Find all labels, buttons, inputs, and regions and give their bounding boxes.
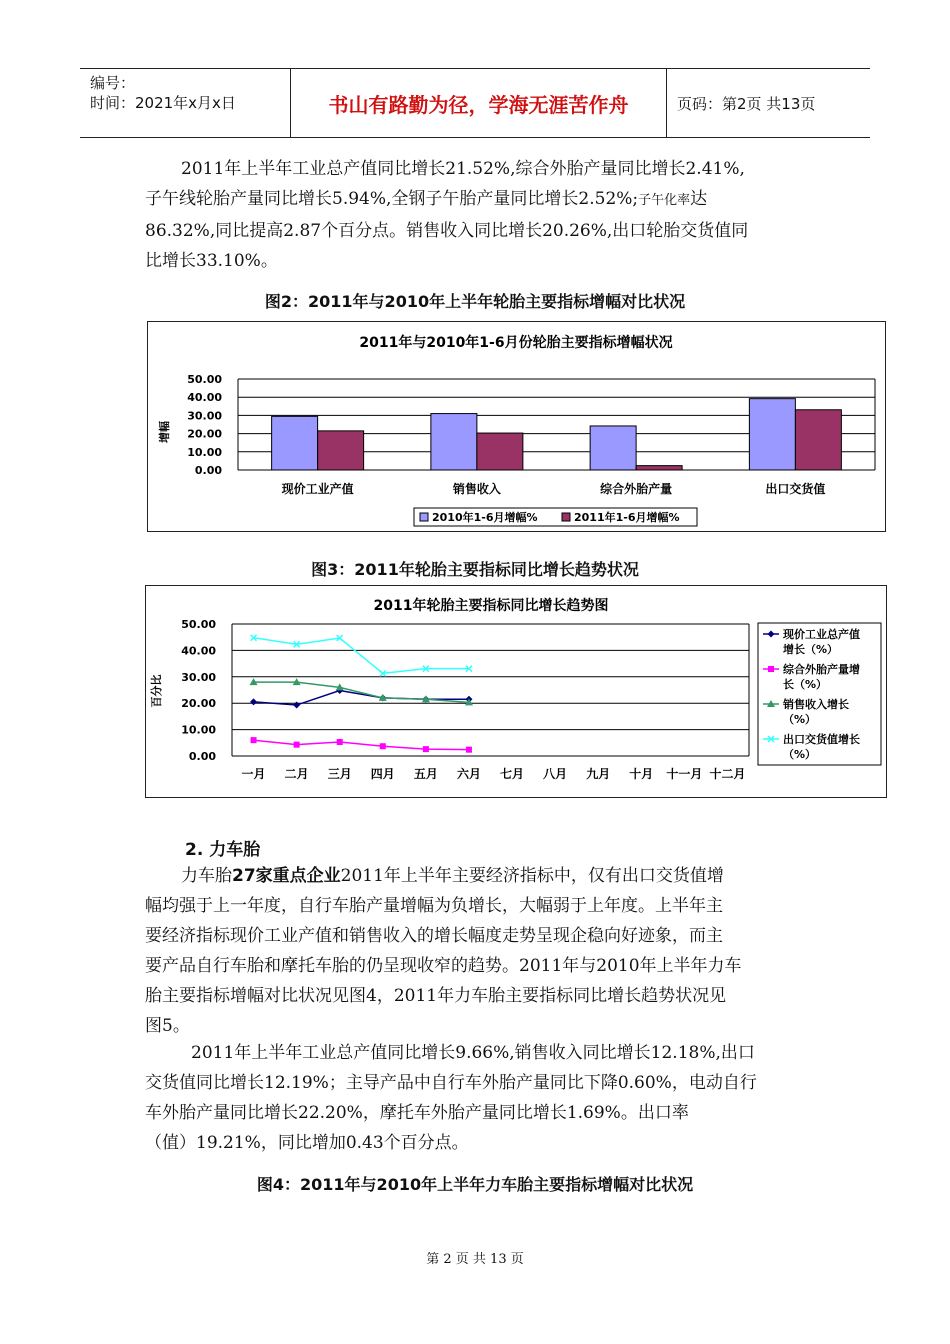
text-line: 幅均强于上一年度，自行车胎产量增幅为负增长，大幅弱于上年度。上半年主 (145, 896, 723, 916)
text-line: 车外胎产量同比增长22.20%，摩托车外胎产量同比增长1.69%。出口率 (145, 1103, 689, 1123)
x-category-label: 三月 (327, 767, 352, 781)
x-category-label: 七月 (500, 767, 525, 781)
text-line: 86.32%,同比提高2.87个百分点。销售收入同比增长20.26%,出口轮胎交货值同 (145, 221, 749, 241)
text-span: 27家重点企业 (232, 866, 341, 886)
point-marker (768, 666, 774, 672)
point-marker (423, 746, 429, 752)
y-tick-label: 40.00 (187, 391, 222, 405)
legend-label: 出口交货值增长 (783, 733, 860, 746)
point-marker (293, 702, 300, 709)
y-tick-label: 20.00 (181, 697, 216, 711)
line-series (250, 635, 473, 753)
x-category-label: 十一月 (666, 767, 703, 781)
page-footer: 第 2 页 共 13 页 (426, 1252, 524, 1267)
x-category-label: 现价工业产值 (281, 482, 354, 496)
point-marker (466, 747, 472, 753)
x-category-label: 五月 (413, 767, 438, 781)
text-span: 达 (690, 189, 708, 209)
chart-grid (232, 624, 749, 756)
legend-label: 2010年1-6月增幅% (432, 511, 538, 524)
legend-label: 现价工业总产值 (783, 628, 860, 641)
y-tick-label: 20.00 (187, 427, 222, 441)
header-meta (80, 69, 290, 137)
section-title: 2. 力车胎 (185, 840, 261, 860)
x-category-label: 九月 (586, 767, 611, 781)
bar (272, 416, 318, 470)
x-category-label: 一月 (241, 767, 266, 781)
legend-label: （%） (783, 713, 817, 726)
text-line (145, 861, 815, 891)
tire-summary-paragraph (145, 154, 815, 276)
y-tick-label: 10.00 (181, 723, 216, 737)
x-category-label: 四月 (370, 767, 395, 781)
text-line: 比增长33.10%。 (145, 251, 278, 271)
bar (636, 466, 682, 470)
y-tick-label: 10.00 (187, 445, 222, 459)
x-axis-categories (281, 481, 826, 496)
header-page-info: 页码：第2页 共13页 (677, 94, 816, 113)
point-marker (251, 737, 257, 743)
text-span: 子午线轮胎产量同比增长5.94%,全钢子午胎产量同比增长2.52%; (145, 189, 639, 209)
bar (590, 426, 636, 470)
legend-swatch (420, 513, 428, 521)
legend-label: 销售收入增长 (783, 698, 849, 711)
bar-chart-container (147, 321, 886, 532)
x-category-label: 综合外胎产量 (600, 482, 673, 496)
point-marker (250, 698, 257, 705)
time-label: 时间：2021年x月x日 (90, 94, 236, 112)
x-category-label: 十月 (629, 767, 654, 781)
text-span: 子午化率 (638, 193, 691, 208)
point-marker (380, 743, 386, 749)
header-slogan: 书山有路勤为径，学海无涯苦作舟 (290, 69, 667, 137)
series-line (254, 638, 469, 674)
y-tick-label: 0.00 (188, 750, 216, 763)
y-axis-label: 百分比 (150, 674, 163, 708)
bar (431, 414, 477, 470)
x-category-label: 八月 (543, 767, 568, 781)
text-line (145, 184, 815, 216)
legend-label: 增长（%） (783, 643, 839, 656)
y-tick-label: 0.00 (194, 464, 222, 477)
bar (477, 433, 523, 470)
x-category-label: 出口交货值 (765, 482, 826, 496)
legend-swatch (562, 513, 570, 521)
y-tick-label: 50.00 (181, 618, 216, 631)
text-line: 2011年上半年工业总产值同比增长9.66%,销售收入同比增长12.18%,出口 (191, 1043, 755, 1063)
chart-title: 2011年与2010年1-6月份轮胎主要指标增幅状况 (359, 335, 673, 351)
text-line: （值）19.21%，同比增加0.43个百分点。 (145, 1133, 469, 1153)
text-span: 力车胎 (181, 866, 232, 886)
series-line (254, 682, 469, 702)
cycle-tire-paragraph-2 (145, 1038, 815, 1158)
cycle-tire-paragraph-1 (145, 861, 815, 1041)
text-line: 要经济指标现价工业产值和销售收入的增长幅度走势呈现企稳向好迹象，而主 (145, 926, 723, 946)
bar (749, 399, 795, 470)
legend-label: 2011年1-6月增幅% (574, 511, 680, 524)
x-category-label: 二月 (284, 767, 309, 781)
page-header (80, 68, 870, 138)
bar (318, 431, 364, 470)
point-marker (337, 739, 343, 745)
text-line: 要产品自行车胎和摩托车胎的仍呈现收窄的趋势。2011年与2010年上半年力车 (145, 956, 742, 976)
y-axis-ticks (181, 618, 216, 763)
y-tick-label: 30.00 (187, 409, 222, 423)
chart-legend (758, 623, 881, 765)
y-axis-ticks (187, 373, 222, 477)
x-category-label: 销售收入 (452, 482, 501, 496)
bar-chart (148, 322, 885, 531)
x-axis-categories (242, 766, 746, 781)
chart-title: 2011年轮胎主要指标同比增长趋势图 (373, 598, 609, 614)
series-line (254, 740, 469, 750)
legend-label: 长（%） (783, 678, 828, 691)
y-axis-label: 增幅 (158, 421, 171, 443)
legend-label: （%） (783, 748, 817, 761)
text-span: 2011年上半年主要经济指标中，仅有出口交货值增 (340, 866, 724, 886)
figure3-caption: 图3：2011年轮胎主要指标同比增长趋势状况 (311, 560, 639, 579)
text-line: 交货值同比增长12.19%；主导产品中自行车外胎产量同比下降0.60%，电动自行 (145, 1073, 757, 1093)
text-line: 图5。 (145, 1016, 190, 1036)
bar-series (272, 399, 842, 470)
text-line: 2011年上半年工业总产值同比增长21.52%,综合外胎产量同比增长2.41%, (181, 159, 745, 179)
y-tick-label: 50.00 (187, 373, 222, 386)
figure4-caption: 图4：2011年与2010年上半年力车胎主要指标增幅对比状况 (256, 1175, 694, 1194)
line-chart-container (145, 585, 887, 798)
code-label: 编号： (90, 74, 136, 92)
y-tick-label: 40.00 (181, 644, 216, 658)
bar (795, 410, 841, 470)
y-tick-label: 30.00 (181, 670, 216, 684)
text-line: 胎主要指标增幅对比状况见图4，2011年力车胎主要指标同比增长趋势状况见 (145, 986, 727, 1006)
legend-label: 综合外胎产量增 (783, 663, 860, 676)
chart-legend (414, 508, 697, 526)
point-marker (294, 742, 300, 748)
figure2-caption: 图2：2011年与2010年上半年轮胎主要指标增幅对比状况 (264, 292, 686, 311)
x-category-label: 十二月 (709, 767, 746, 781)
x-category-label: 六月 (456, 767, 481, 781)
line-chart (146, 586, 886, 797)
